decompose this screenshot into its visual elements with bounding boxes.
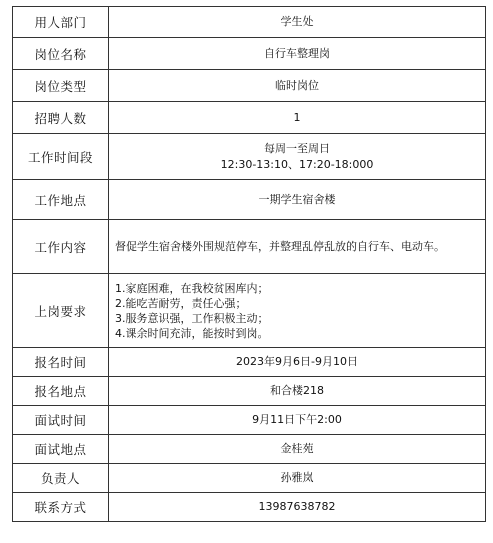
row-value-contact: 13987638782 xyxy=(109,493,486,522)
row-value-interview-location: 金桂苑 xyxy=(109,435,486,464)
requirement-item: 1.家庭困难，在我校贫困库内； xyxy=(115,281,269,295)
row-value-registration-time: 2023年9月6日-9月10日 xyxy=(109,348,486,377)
row-value-position-type: 临时岗位 xyxy=(109,70,486,102)
row-value-position-name: 自行车整理岗 xyxy=(109,38,486,70)
row-label-work-content: 工作内容 xyxy=(13,220,109,274)
row-label-department: 用人部门 xyxy=(13,7,109,38)
table-row xyxy=(13,377,486,406)
job-posting-table xyxy=(12,6,486,522)
table-row xyxy=(13,70,486,102)
row-label-position-type: 岗位类型 xyxy=(13,70,109,102)
row-value-work-content: 督促学生宿舍楼外围规范停车，并整理乱停乱放的自行车、电动车。 xyxy=(109,220,486,274)
row-label-work-hours: 工作时间段 xyxy=(13,134,109,180)
row-value-department: 学生处 xyxy=(109,7,486,38)
table-row xyxy=(13,134,486,180)
requirement-item: 2.能吃苦耐劳，责任心强； xyxy=(115,296,247,310)
row-label-registration-location: 报名地点 xyxy=(13,377,109,406)
table-row xyxy=(13,220,486,274)
row-value-person-in-charge: 孙雅岚 xyxy=(109,464,486,493)
row-value-requirements xyxy=(109,274,486,348)
table-row xyxy=(13,7,486,38)
table-row xyxy=(13,406,486,435)
table-row xyxy=(13,274,486,348)
requirement-item: 3.服务意识强，工作积极主动； xyxy=(115,311,269,325)
row-value-registration-location: 和合楼218 xyxy=(109,377,486,406)
row-value-interview-time: 9月11日下午2:00 xyxy=(109,406,486,435)
table-row xyxy=(13,180,486,220)
row-label-headcount: 招聘人数 xyxy=(13,102,109,134)
table-row xyxy=(13,464,486,493)
row-value-work-location: 一期学生宿舍楼 xyxy=(109,180,486,220)
table-row xyxy=(13,348,486,377)
table-row xyxy=(13,435,486,464)
work-hours-line: 每周一至周日 xyxy=(264,141,330,155)
requirement-item: 4.课余时间充沛，能按时到岗。 xyxy=(115,326,269,340)
row-label-work-location: 工作地点 xyxy=(13,180,109,220)
row-value-work-hours xyxy=(109,134,486,180)
work-hours-line: 12:30-13:10、17:20-18:000 xyxy=(220,157,374,171)
row-label-requirements: 上岗要求 xyxy=(13,274,109,348)
table-row xyxy=(13,38,486,70)
table-row xyxy=(13,493,486,522)
row-value-headcount: 1 xyxy=(109,102,486,134)
row-label-registration-time: 报名时间 xyxy=(13,348,109,377)
row-label-contact: 联系方式 xyxy=(13,493,109,522)
row-label-interview-location: 面试地点 xyxy=(13,435,109,464)
row-label-position-name: 岗位名称 xyxy=(13,38,109,70)
table-row xyxy=(13,102,486,134)
row-label-interview-time: 面试时间 xyxy=(13,406,109,435)
row-label-person-in-charge: 负责人 xyxy=(13,464,109,493)
